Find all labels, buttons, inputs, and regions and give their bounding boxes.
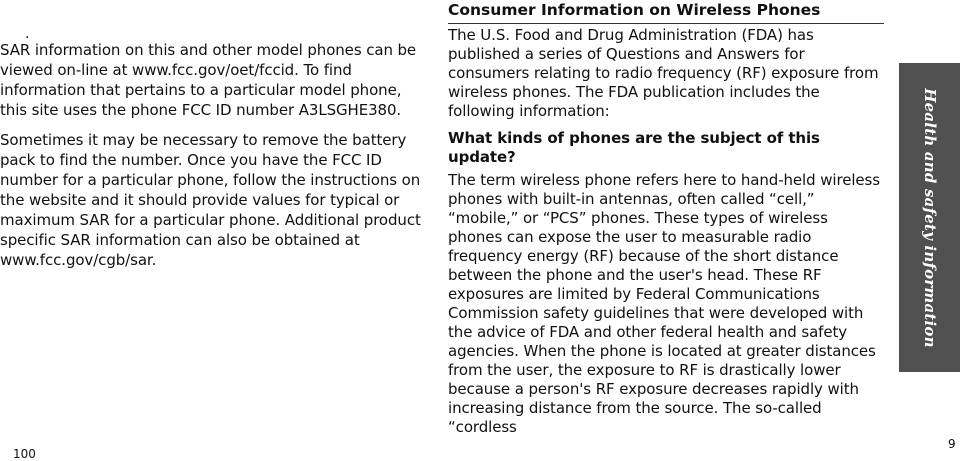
question-heading: What kinds of phones are the subject of this update? (448, 129, 820, 166)
section-side-tab (899, 63, 960, 372)
side-tab-label: Health and safety information (920, 87, 939, 348)
fda-intro-paragraph: The U.S. Food and Drug Administration (FDA) has published a series of Questions and Answers for consumers relating to radio frequency (RF) exposure from wireless phones. The FDA publication includes the following information: (448, 26, 879, 120)
sar-info-paragraph: SAR information on this and other model phones can be viewed on-line at www.fcc.gov/oet/fccid. To find information that pertains to a particular model phone, this site uses the phone FCC ID number A3LSGHE380. (0, 41, 417, 119)
right-page (448, 0, 888, 461)
section-heading: Consumer Information on Wireless Phones (448, 1, 821, 19)
left-page (0, 0, 440, 461)
heading-divider (448, 23, 884, 24)
answer-paragraph: The term wireless phone refers here to hand-held wireless phones with built-in antennas, often called “cell,” “mobile,” or “PCS” phones. These types of wireless phones can expose the user to measurable radio frequency energy (RF) because of the short distance between the phone and the user's head. These RF exposures are limited by Federal Communications Commission safety guidelines that were developed with the advice of FDA and other federal health and safety agencies. When the phone is located at greater distances from the user, the exposure to RF is drastically lower because a person's RF exposure decreases rapidly with increasing distance from the source. The so-called “cordless (448, 171, 880, 436)
battery-paragraph: Sometimes it may be necessary to remove the battery pack to find the number. Once you have the FCC ID number for a particular phone, follow the instructions on the website and it should provide values for typical or maximum SAR for a particular phone. Additional product specific SAR information can also be obtained at www.fcc.gov/cgb/sar. (0, 131, 421, 269)
right-page-number: 9 (948, 437, 956, 451)
stray-mark: . (25, 26, 30, 42)
left-page-number: 100 (13, 447, 36, 461)
